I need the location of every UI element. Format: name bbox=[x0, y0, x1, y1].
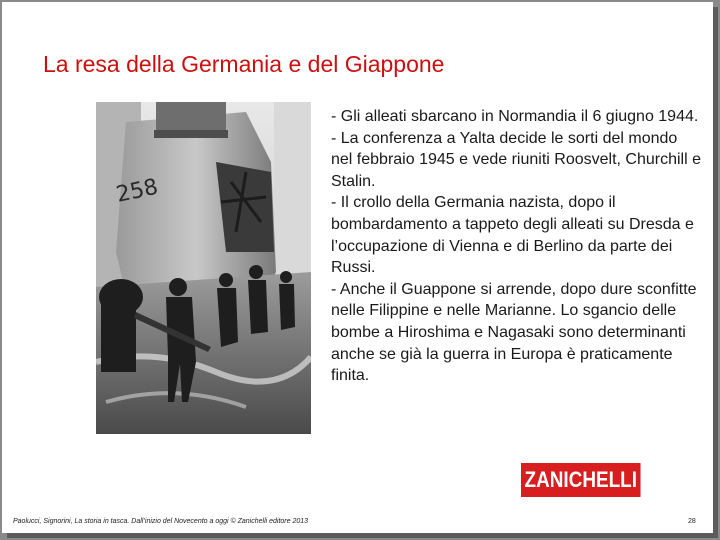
page-number: 28 bbox=[688, 518, 696, 525]
footer-credit: Paolucci, Signorini, La storia in tasca. Dall’inizio del Novecento a oggi © Zanichelli editore 2013 bbox=[13, 518, 309, 525]
zanichelli-logo: ZANICHELLI bbox=[521, 463, 641, 497]
body-line: - Anche il Guappone si arrende, dopo dure sconfitte nelle Filippine e nelle Marianne. Lo sgancio delle bombe a Hiroshima e Nagasaki sono determinanti anche se già la guerra in Europa è praticamente finita. bbox=[331, 280, 697, 385]
body-line: - Gli alleati sbarcano in Normandia il 6 giugno 1944. bbox=[331, 108, 699, 125]
hull-number: 258 bbox=[114, 174, 161, 208]
body-line: - Il crollo della Germania nazista, dopo il bombardamento a tappeto degli alleati su Dresda e l’occupazione di Vienna e di Berlino da parte dei Russi. bbox=[331, 194, 694, 277]
slide-title: La resa della Germania e del Giappone bbox=[43, 51, 445, 77]
slide-body bbox=[331, 106, 703, 387]
landing-ship-photo bbox=[96, 102, 311, 434]
body-line: - La conferenza a Yalta decide le sorti del mondo nel febbraio 1945 e vede riuniti Roosvelt, Churchill e Stalin. bbox=[331, 129, 701, 190]
